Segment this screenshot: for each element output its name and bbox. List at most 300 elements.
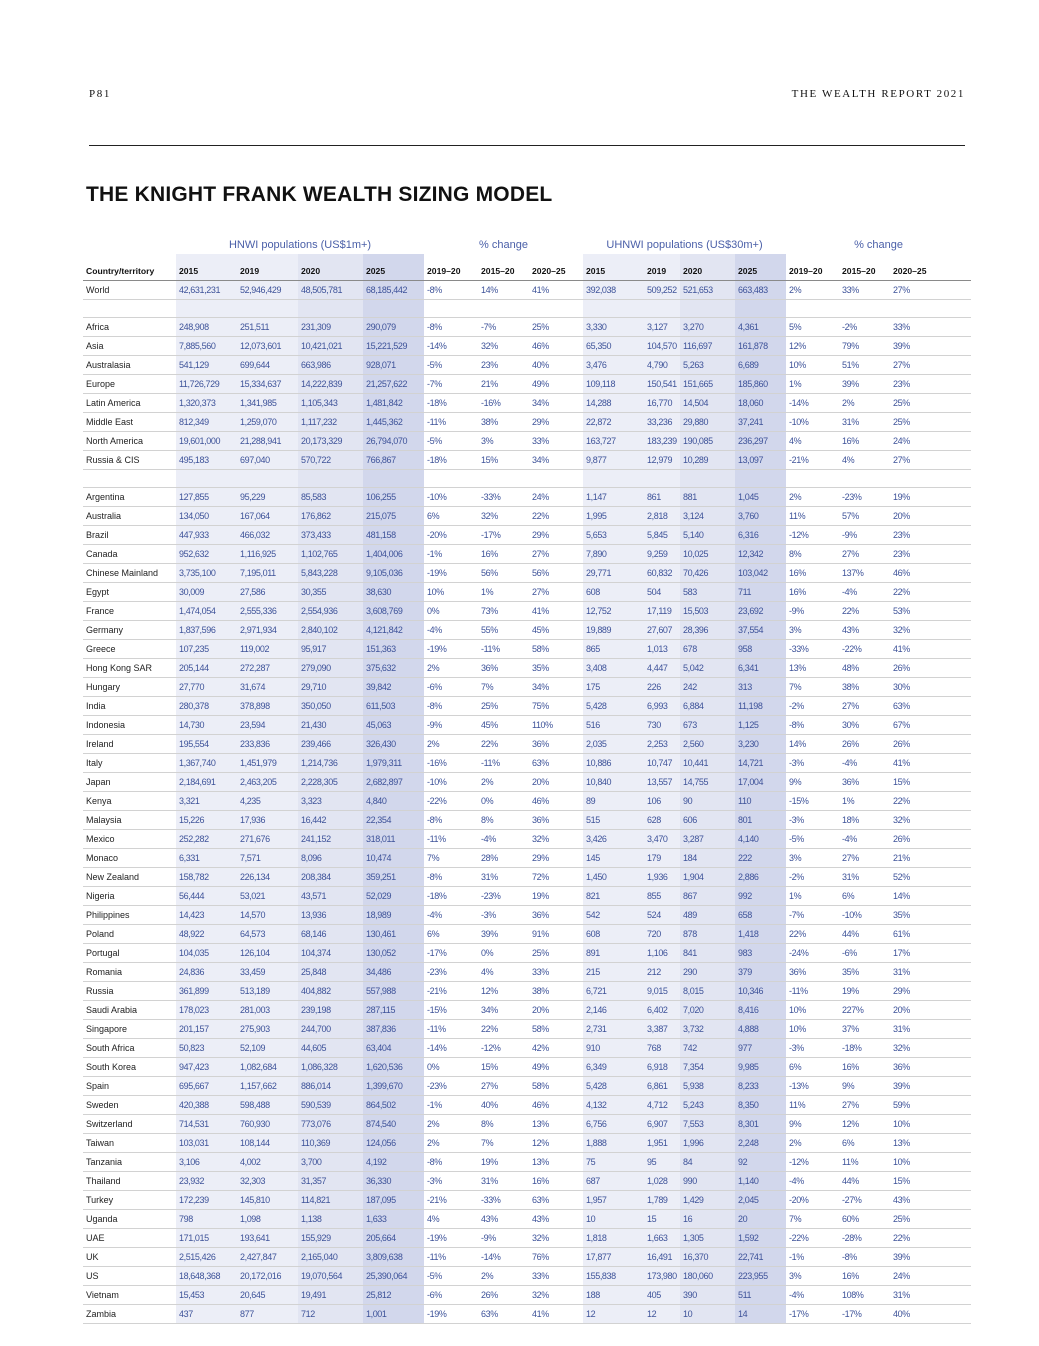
cell-uhnwi-2020: 742 [680, 1039, 735, 1058]
cell-hnwi-change-2015-20: -33% [478, 488, 529, 507]
cell-hnwi-change-2015-20: -17% [478, 526, 529, 545]
cell-hnwi-2025: 375,632 [363, 659, 424, 678]
table-row [83, 1058, 971, 1077]
cell-uhnwi-change-2015-20: 44% [839, 1172, 890, 1191]
cell-hnwi-2015: 280,378 [176, 697, 237, 716]
cell-uhnwi-2020: 678 [680, 640, 735, 659]
cell-hnwi-2020: 25,848 [298, 963, 363, 982]
cell-uhnwi-2019: 179 [644, 849, 680, 868]
uhnwi-change-group-header: % change [854, 238, 903, 251]
cell-uhnwi-2015: 12,752 [583, 602, 644, 621]
cell-hnwi-2025: 26,794,070 [363, 432, 424, 451]
cell-uhnwi-change-2019-20: 16% [786, 583, 839, 602]
cell-hnwi-2019: 1,082,684 [237, 1058, 298, 1077]
cell-uhnwi-2019: 524 [644, 906, 680, 925]
cell-hnwi-change-2015-20: -23% [478, 887, 529, 906]
cell-hnwi-change-2020-25: 63% [529, 1191, 583, 1210]
cell-uhnwi-change-2015-20: -17% [839, 1305, 890, 1324]
uhnwi-group-header: UHNWI populations (US$30m+) [606, 238, 763, 251]
table-row [83, 716, 971, 735]
cell-hnwi-change-2019-20: 6% [424, 507, 478, 526]
cell-hnwi-2015: 107,235 [176, 640, 237, 659]
cell-uhnwi-change-2019-20: 10% [786, 1001, 839, 1020]
cell-hnwi-2025: 4,192 [363, 1153, 424, 1172]
table-row [83, 621, 971, 640]
cell-uhnwi-2019: 1,106 [644, 944, 680, 963]
cell-uhnwi-2015: 3,330 [583, 318, 644, 337]
cell-hnwi-change-2015-20: 0% [478, 944, 529, 963]
cell-uhnwi-2019: 3,387 [644, 1020, 680, 1039]
cell-hnwi-2015: 3,106 [176, 1153, 237, 1172]
cell-uhnwi-2025: 511 [735, 1286, 786, 1305]
cell-hnwi-change-2020-25: 36% [529, 811, 583, 830]
cell-uhnwi-change-2019-20: -2% [786, 697, 839, 716]
cell-uhnwi-change-2019-20: 1% [786, 375, 839, 394]
cell-uhnwi-change-2020-25: 46% [890, 564, 971, 583]
cell-uhnwi-2019: 173,980 [644, 1267, 680, 1286]
cell-uhnwi-2025: 379 [735, 963, 786, 982]
cell-hnwi-2015: 947,423 [176, 1058, 237, 1077]
cell-uhnwi-change-2015-20: 35% [839, 963, 890, 982]
cell-uhnwi-2025: 236,297 [735, 432, 786, 451]
cell-hnwi-2025: 39,842 [363, 678, 424, 697]
cell-hnwi-2015: 952,632 [176, 545, 237, 564]
cell-uhnwi-2020: 29,880 [680, 413, 735, 432]
cell-hnwi-change-2019-20: 0% [424, 602, 478, 621]
cell-uhnwi-2019: 17,119 [644, 602, 680, 621]
cell-hnwi-2020: 241,152 [298, 830, 363, 849]
cell-uhnwi-2025: 6,316 [735, 526, 786, 545]
cell-hnwi-change-2019-20: -19% [424, 1305, 478, 1324]
cell-hnwi-2025: 9,105,036 [363, 564, 424, 583]
cell-hnwi-2019: 271,676 [237, 830, 298, 849]
cell-uhnwi-change-2019-20: -12% [786, 1153, 839, 1172]
cell-hnwi-2019: 272,287 [237, 659, 298, 678]
cell-uhnwi-2020: 10,025 [680, 545, 735, 564]
cell-hnwi-change-2019-20: -5% [424, 432, 478, 451]
table-row [83, 1191, 971, 1210]
table-row [83, 849, 971, 868]
country-name-cell: Hungary [83, 678, 176, 697]
cell-hnwi-2020: 44,605 [298, 1039, 363, 1058]
cell-uhnwi-2025: 9,985 [735, 1058, 786, 1077]
cell-uhnwi-2025: 37,554 [735, 621, 786, 640]
cell-uhnwi-change-2020-25: 61% [890, 925, 971, 944]
cell-hnwi-2025: 874,540 [363, 1115, 424, 1134]
column-header-hnwi-change-2020-25: 2020–25 [529, 263, 583, 281]
cell-hnwi-2019: 21,288,941 [237, 432, 298, 451]
cell-uhnwi-2020: 990 [680, 1172, 735, 1191]
cell-hnwi-2025: 4,840 [363, 792, 424, 811]
cell-uhnwi-2019: 4,712 [644, 1096, 680, 1115]
cell-hnwi-2015: 18,648,368 [176, 1267, 237, 1286]
cell-hnwi-change-2020-25: 49% [529, 1058, 583, 1077]
country-name-cell: Mexico [83, 830, 176, 849]
cell-hnwi-change-2019-20: -21% [424, 982, 478, 1001]
cell-uhnwi-2019: 768 [644, 1039, 680, 1058]
cell-uhnwi-2025: 103,042 [735, 564, 786, 583]
cell-uhnwi-2020: 878 [680, 925, 735, 944]
cell-hnwi-2015: 23,932 [176, 1172, 237, 1191]
cell-uhnwi-2025: 23,692 [735, 602, 786, 621]
cell-uhnwi-2025: 1,125 [735, 716, 786, 735]
cell-uhnwi-2025: 992 [735, 887, 786, 906]
cell-uhnwi-2020: 673 [680, 716, 735, 735]
cell-hnwi-change-2019-20: -9% [424, 716, 478, 735]
cell-uhnwi-2025: 4,888 [735, 1020, 786, 1039]
cell-hnwi-2019: 20,645 [237, 1286, 298, 1305]
country-name-cell: Latin America [83, 394, 176, 413]
country-name-cell: Switzerland [83, 1115, 176, 1134]
cell-uhnwi-change-2020-25: 29% [890, 982, 971, 1001]
cell-hnwi-2020: 16,442 [298, 811, 363, 830]
cell-uhnwi-2015: 19,889 [583, 621, 644, 640]
cell-hnwi-change-2015-20: 19% [478, 1153, 529, 1172]
cell-hnwi-change-2020-25: 110% [529, 716, 583, 735]
cell-uhnwi-2025: 4,140 [735, 830, 786, 849]
cell-uhnwi-2020: 184 [680, 849, 735, 868]
cell-hnwi-change-2020-25: 36% [529, 735, 583, 754]
cell-uhnwi-change-2015-20: 60% [839, 1210, 890, 1229]
table-row [83, 451, 971, 470]
cell-uhnwi-change-2015-20: -23% [839, 488, 890, 507]
cell-uhnwi-change-2020-25: 24% [890, 432, 971, 451]
cell-hnwi-2025: 318,011 [363, 830, 424, 849]
country-name-cell: Uganda [83, 1210, 176, 1229]
cell-uhnwi-2015: 608 [583, 583, 644, 602]
country-name-cell: Saudi Arabia [83, 1001, 176, 1020]
cell-uhnwi-2020: 3,287 [680, 830, 735, 849]
cell-uhnwi-change-2020-25: 39% [890, 1077, 971, 1096]
cell-hnwi-change-2020-25: 16% [529, 1172, 583, 1191]
cell-hnwi-change-2015-20: 15% [478, 1058, 529, 1077]
wealth-sizing-table [83, 236, 971, 1324]
cell-uhnwi-change-2019-20: 5% [786, 318, 839, 337]
table-row [83, 507, 971, 526]
cell-uhnwi-change-2019-20: -4% [786, 1172, 839, 1191]
cell-uhnwi-2025: 1,592 [735, 1229, 786, 1248]
cell-hnwi-2025: 68,185,442 [363, 281, 424, 300]
cell-uhnwi-2025: 801 [735, 811, 786, 830]
page-number: P81 [89, 88, 111, 100]
cell-uhnwi-change-2019-20: 4% [786, 432, 839, 451]
cell-hnwi-change-2019-20: -11% [424, 1020, 478, 1039]
cell-hnwi-change-2015-20: 7% [478, 1134, 529, 1153]
cell-uhnwi-2015: 65,350 [583, 337, 644, 356]
cell-hnwi-change-2015-20: 38% [478, 413, 529, 432]
cell-uhnwi-change-2020-25: 22% [890, 1229, 971, 1248]
table-row [83, 1039, 971, 1058]
country-name-cell: New Zealand [83, 868, 176, 887]
cell-hnwi-change-2019-20: 2% [424, 1115, 478, 1134]
country-name-cell: Sweden [83, 1096, 176, 1115]
table-row [83, 1020, 971, 1039]
cell-uhnwi-change-2015-20: -28% [839, 1229, 890, 1248]
cell-hnwi-change-2019-20: 4% [424, 1210, 478, 1229]
table-row [83, 678, 971, 697]
cell-hnwi-2019: 2,971,934 [237, 621, 298, 640]
cell-hnwi-2020: 104,374 [298, 944, 363, 963]
cell-hnwi-change-2020-25: 63% [529, 754, 583, 773]
cell-uhnwi-change-2015-20: 51% [839, 356, 890, 375]
cell-hnwi-change-2015-20: 22% [478, 735, 529, 754]
cell-uhnwi-change-2020-25: 33% [890, 318, 971, 337]
cell-uhnwi-2015: 1,995 [583, 507, 644, 526]
cell-uhnwi-change-2019-20: -17% [786, 1305, 839, 1324]
cell-uhnwi-change-2015-20: -8% [839, 1248, 890, 1267]
cell-uhnwi-2025: 13,097 [735, 451, 786, 470]
country-name-cell: Singapore [83, 1020, 176, 1039]
cell-uhnwi-2019: 12,979 [644, 451, 680, 470]
cell-hnwi-2025: 3,809,638 [363, 1248, 424, 1267]
cell-uhnwi-change-2015-20: 57% [839, 507, 890, 526]
cell-hnwi-2025: 3,608,769 [363, 602, 424, 621]
cell-uhnwi-2025: 711 [735, 583, 786, 602]
cell-hnwi-change-2019-20: -5% [424, 1267, 478, 1286]
cell-uhnwi-2025: 1,418 [735, 925, 786, 944]
table-row [83, 1286, 971, 1305]
cell-uhnwi-2019: 2,253 [644, 735, 680, 754]
cell-uhnwi-change-2015-20: -9% [839, 526, 890, 545]
cell-hnwi-2019: 598,488 [237, 1096, 298, 1115]
cell-uhnwi-change-2020-25: 14% [890, 887, 971, 906]
column-header-hnwi-2019: 2019 [237, 263, 298, 281]
cell-hnwi-change-2015-20: 8% [478, 1115, 529, 1134]
cell-hnwi-change-2019-20: -4% [424, 621, 478, 640]
cell-uhnwi-2020: 521,653 [680, 281, 735, 300]
cell-hnwi-2015: 2,515,426 [176, 1248, 237, 1267]
cell-uhnwi-change-2019-20: -10% [786, 413, 839, 432]
cell-hnwi-change-2019-20: 2% [424, 735, 478, 754]
cell-uhnwi-2020: 151,665 [680, 375, 735, 394]
table-row [83, 811, 971, 830]
cell-hnwi-change-2020-25: 27% [529, 583, 583, 602]
hnwi-group-header: HNWI populations (US$1m+) [228, 238, 372, 251]
cell-uhnwi-change-2015-20: -4% [839, 583, 890, 602]
cell-uhnwi-change-2015-20: 27% [839, 697, 890, 716]
table-row [83, 1210, 971, 1229]
cell-uhnwi-2025: 4,361 [735, 318, 786, 337]
cell-hnwi-change-2020-25: 46% [529, 337, 583, 356]
cell-hnwi-change-2015-20: 14% [478, 281, 529, 300]
cell-hnwi-change-2015-20: 31% [478, 1172, 529, 1191]
cell-hnwi-2015: 205,144 [176, 659, 237, 678]
cell-uhnwi-2025: 22,741 [735, 1248, 786, 1267]
cell-hnwi-2019: 7,571 [237, 849, 298, 868]
cell-hnwi-2025: 215,075 [363, 507, 424, 526]
cell-hnwi-change-2015-20: 2% [478, 773, 529, 792]
cell-uhnwi-2020: 10,441 [680, 754, 735, 773]
cell-hnwi-2019: 760,930 [237, 1115, 298, 1134]
table-row [83, 640, 971, 659]
country-name-cell: Japan [83, 773, 176, 792]
cell-uhnwi-2020: 16,370 [680, 1248, 735, 1267]
cell-hnwi-change-2020-25: 41% [529, 602, 583, 621]
cell-hnwi-2019: 466,032 [237, 526, 298, 545]
hnwi-change-group-header: % change [479, 238, 528, 251]
table-row [83, 735, 971, 754]
cell-uhnwi-2015: 3,408 [583, 659, 644, 678]
cell-hnwi-2020: 10,421,021 [298, 337, 363, 356]
cell-uhnwi-2015: 1,450 [583, 868, 644, 887]
cell-hnwi-2019: 108,144 [237, 1134, 298, 1153]
table-row [83, 1077, 971, 1096]
cell-uhnwi-change-2019-20: -1% [786, 1248, 839, 1267]
cell-hnwi-2015: 171,015 [176, 1229, 237, 1248]
cell-hnwi-2015: 1,367,740 [176, 754, 237, 773]
blank-row [83, 300, 971, 318]
cell-hnwi-change-2019-20: -17% [424, 944, 478, 963]
cell-hnwi-2015: 195,554 [176, 735, 237, 754]
cell-hnwi-2019: 877 [237, 1305, 298, 1324]
table-row [83, 356, 971, 375]
country-name-cell: Hong Kong SAR [83, 659, 176, 678]
cell-hnwi-change-2015-20: 31% [478, 868, 529, 887]
cell-hnwi-2020: 21,430 [298, 716, 363, 735]
cell-uhnwi-change-2020-25: 31% [890, 1020, 971, 1039]
cell-uhnwi-change-2019-20: -3% [786, 1039, 839, 1058]
cell-hnwi-2015: 252,282 [176, 830, 237, 849]
table-row [83, 432, 971, 451]
cell-uhnwi-change-2015-20: -10% [839, 906, 890, 925]
cell-uhnwi-2019: 1,013 [644, 640, 680, 659]
cell-hnwi-change-2019-20: -23% [424, 1077, 478, 1096]
cell-uhnwi-2020: 7,020 [680, 1001, 735, 1020]
country-name-cell: Europe [83, 375, 176, 394]
column-header-country: Country/territory [83, 263, 176, 281]
cell-uhnwi-change-2019-20: 14% [786, 735, 839, 754]
country-name-cell: Australasia [83, 356, 176, 375]
cell-uhnwi-2015: 687 [583, 1172, 644, 1191]
cell-uhnwi-change-2020-25: 31% [890, 963, 971, 982]
cell-uhnwi-change-2015-20: 2% [839, 394, 890, 413]
cell-hnwi-2015: 201,157 [176, 1020, 237, 1039]
table-row [83, 545, 971, 564]
cell-uhnwi-2019: 509,252 [644, 281, 680, 300]
cell-uhnwi-2015: 10 [583, 1210, 644, 1229]
country-name-cell: North America [83, 432, 176, 451]
cell-hnwi-2015: 1,837,596 [176, 621, 237, 640]
cell-uhnwi-change-2015-20: 12% [839, 1115, 890, 1134]
cell-uhnwi-change-2020-25: 32% [890, 1039, 971, 1058]
cell-hnwi-change-2015-20: -12% [478, 1039, 529, 1058]
cell-hnwi-2020: 773,076 [298, 1115, 363, 1134]
cell-hnwi-2020: 1,117,232 [298, 413, 363, 432]
table-row [83, 982, 971, 1001]
cell-uhnwi-2019: 33,236 [644, 413, 680, 432]
cell-hnwi-change-2020-25: 34% [529, 451, 583, 470]
column-header-hnwi-2020: 2020 [298, 263, 363, 281]
cell-hnwi-2025: 928,071 [363, 356, 424, 375]
cell-hnwi-change-2020-25: 46% [529, 1096, 583, 1115]
cell-uhnwi-change-2015-20: -4% [839, 830, 890, 849]
cell-uhnwi-change-2020-25: 15% [890, 1172, 971, 1191]
cell-hnwi-2020: 3,323 [298, 792, 363, 811]
cell-uhnwi-2020: 5,243 [680, 1096, 735, 1115]
cell-uhnwi-2019: 15 [644, 1210, 680, 1229]
cell-hnwi-2015: 19,601,000 [176, 432, 237, 451]
table-row [83, 830, 971, 849]
cell-hnwi-change-2020-25: 25% [529, 318, 583, 337]
cell-hnwi-2019: 23,594 [237, 716, 298, 735]
cell-uhnwi-2019: 104,570 [644, 337, 680, 356]
cell-uhnwi-change-2020-25: 25% [890, 394, 971, 413]
cell-uhnwi-2025: 223,955 [735, 1267, 786, 1286]
cell-uhnwi-change-2020-25: 52% [890, 868, 971, 887]
cell-hnwi-2019: 699,644 [237, 356, 298, 375]
cell-uhnwi-change-2015-20: 48% [839, 659, 890, 678]
cell-hnwi-2020: 155,929 [298, 1229, 363, 1248]
cell-hnwi-2025: 187,095 [363, 1191, 424, 1210]
country-name-cell: UAE [83, 1229, 176, 1248]
table-row [83, 792, 971, 811]
cell-uhnwi-change-2020-25: 20% [890, 1001, 971, 1020]
cell-uhnwi-change-2019-20: 7% [786, 678, 839, 697]
cell-hnwi-2019: 12,073,601 [237, 337, 298, 356]
table-row [83, 337, 971, 356]
cell-hnwi-2020: 3,700 [298, 1153, 363, 1172]
group-header-row [83, 236, 971, 254]
cell-uhnwi-2020: 8,015 [680, 982, 735, 1001]
cell-hnwi-2025: 1,481,842 [363, 394, 424, 413]
cell-hnwi-2019: 513,189 [237, 982, 298, 1001]
cell-hnwi-change-2020-25: 41% [529, 1305, 583, 1324]
cell-hnwi-2020: 14,222,839 [298, 375, 363, 394]
cell-hnwi-2019: 15,334,637 [237, 375, 298, 394]
cell-uhnwi-change-2019-20: -20% [786, 1191, 839, 1210]
cell-uhnwi-2019: 6,907 [644, 1115, 680, 1134]
cell-hnwi-change-2020-25: 49% [529, 375, 583, 394]
cell-hnwi-2025: 38,630 [363, 583, 424, 602]
cell-hnwi-change-2015-20: 4% [478, 963, 529, 982]
cell-hnwi-2019: 251,511 [237, 318, 298, 337]
cell-hnwi-2025: 1,404,006 [363, 545, 424, 564]
cell-uhnwi-change-2020-25: 41% [890, 754, 971, 773]
cell-hnwi-2025: 864,502 [363, 1096, 424, 1115]
cell-uhnwi-2025: 110 [735, 792, 786, 811]
cell-hnwi-2025: 151,363 [363, 640, 424, 659]
cell-hnwi-2020: 712 [298, 1305, 363, 1324]
cell-hnwi-2025: 45,063 [363, 716, 424, 735]
cell-uhnwi-change-2019-20: -3% [786, 754, 839, 773]
cell-hnwi-change-2020-25: 43% [529, 1210, 583, 1229]
cell-hnwi-change-2015-20: 3% [478, 432, 529, 451]
cell-uhnwi-change-2020-25: 26% [890, 735, 971, 754]
column-header-hnwi-change-2019-20: 2019–20 [424, 263, 478, 281]
cell-hnwi-2015: 172,239 [176, 1191, 237, 1210]
cell-hnwi-2020: 95,917 [298, 640, 363, 659]
cell-hnwi-change-2019-20: -8% [424, 697, 478, 716]
cell-uhnwi-change-2019-20: 13% [786, 659, 839, 678]
cell-uhnwi-change-2019-20: 3% [786, 849, 839, 868]
cell-hnwi-2025: 34,486 [363, 963, 424, 982]
cell-hnwi-change-2020-25: 20% [529, 773, 583, 792]
cell-hnwi-2020: 8,096 [298, 849, 363, 868]
cell-uhnwi-2020: 14,755 [680, 773, 735, 792]
cell-hnwi-change-2019-20: -19% [424, 564, 478, 583]
cell-uhnwi-change-2015-20: 44% [839, 925, 890, 944]
cell-hnwi-2015: 7,885,560 [176, 337, 237, 356]
cell-hnwi-2025: 130,461 [363, 925, 424, 944]
cell-uhnwi-2015: 1,957 [583, 1191, 644, 1210]
cell-hnwi-change-2015-20: 39% [478, 925, 529, 944]
cell-uhnwi-2025: 11,198 [735, 697, 786, 716]
cell-hnwi-2019: 167,064 [237, 507, 298, 526]
cell-uhnwi-2020: 5,140 [680, 526, 735, 545]
cell-hnwi-change-2019-20: -8% [424, 318, 478, 337]
cell-hnwi-2015: 104,035 [176, 944, 237, 963]
cell-hnwi-change-2015-20: -16% [478, 394, 529, 413]
